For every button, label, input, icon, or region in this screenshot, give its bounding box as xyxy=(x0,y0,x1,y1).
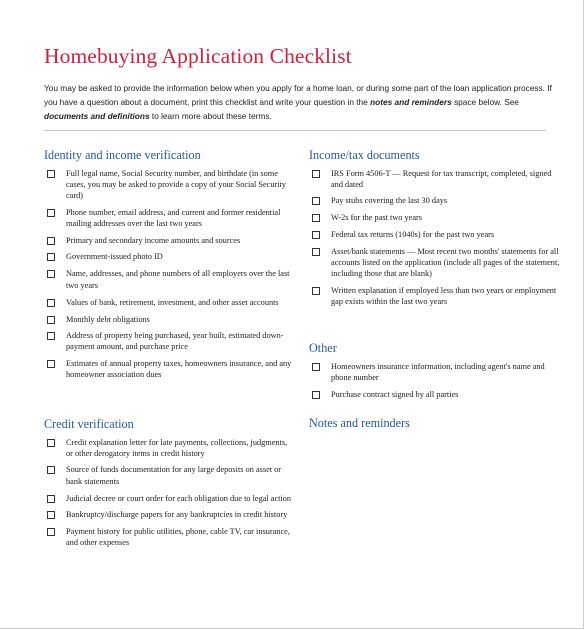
checklist-item xyxy=(311,361,561,383)
checklist-item xyxy=(311,389,561,400)
section-title-other: Other xyxy=(309,341,337,355)
checklist-item xyxy=(46,493,292,504)
checklist-item xyxy=(46,314,292,325)
checkbox[interactable] xyxy=(47,360,55,368)
checklist-item-label: Judicial decree or court order for each obligation due to legal action xyxy=(66,493,292,503)
checklist-item xyxy=(311,195,561,206)
checklist-item xyxy=(46,464,292,486)
income-tax-checklist xyxy=(311,168,561,307)
checkbox[interactable] xyxy=(47,299,55,307)
credit-checklist xyxy=(46,437,292,549)
checklist-item xyxy=(46,330,292,352)
checkbox[interactable] xyxy=(47,253,55,261)
checklist-item-label: Pay stubs covering the last 30 days xyxy=(331,196,448,206)
checklist-item-label: Monthly debt obligations xyxy=(66,315,150,325)
checklist-item-label: Values of bank, retirement, investment, and other asset accounts xyxy=(66,297,279,307)
checkbox[interactable] xyxy=(312,170,320,178)
checklist-item-label: Asset/bank statements — Most recent two months' statements for all accounts listed on the application (include all pages of the statement, including those that are blank) xyxy=(331,247,560,279)
checklist-item-label: Source of funds documentation for any large deposits on asset or bank statements xyxy=(66,465,282,486)
checklist-item xyxy=(46,509,292,520)
checklist-item xyxy=(46,268,292,290)
checkbox[interactable] xyxy=(312,231,320,239)
checkbox[interactable] xyxy=(312,248,320,256)
intro-emphasis-notes: notes and reminders xyxy=(370,97,452,107)
checklist-item-label: Primary and secondary income amounts and sources xyxy=(66,236,241,246)
checklist-item-label: Payment history for public utilities, phone, cable TV, car insurance, and other expenses xyxy=(66,527,290,548)
identity-checklist xyxy=(46,168,292,380)
checklist-item-label: Government-issued photo ID xyxy=(66,252,163,262)
checklist-item xyxy=(46,297,292,308)
checklist-item xyxy=(311,168,561,190)
other-checklist xyxy=(311,361,561,401)
checkbox[interactable] xyxy=(312,197,320,205)
checklist-item-label: Name, addresses, and phone numbers of all employers over the last two years xyxy=(66,269,290,290)
checklist-item-label: Phone number, email address, and current and former residential mailing addresses over the last two years xyxy=(66,207,281,228)
checkbox[interactable] xyxy=(312,214,320,222)
checklist-item-label: IRS Form 4506-T — Request for tax transcript, completed, signed and dated xyxy=(331,169,552,190)
checkbox[interactable] xyxy=(47,511,55,519)
section-title-credit: Credit verification xyxy=(44,417,134,431)
intro-text-2: space below. See xyxy=(451,97,520,107)
checklist-item-label: Credit explanation letter for late payments, collections, judgments, or other derogatory items in credit history xyxy=(66,438,288,459)
checklist-item xyxy=(46,235,292,246)
checkbox[interactable] xyxy=(47,466,55,474)
checklist-item-label: Federal tax returns (1040s) for the past two years xyxy=(331,229,495,239)
checkbox[interactable] xyxy=(47,270,55,278)
checklist-item xyxy=(46,168,292,202)
checklist-item xyxy=(46,526,292,548)
checkbox[interactable] xyxy=(47,316,55,324)
checklist-item xyxy=(311,246,561,280)
intro-paragraph xyxy=(44,81,554,123)
section-title-identity: Identity and income verification xyxy=(44,148,201,162)
checklist-item xyxy=(46,207,292,229)
intro-text-3: to learn more about these terms. xyxy=(149,111,272,121)
checklist-item xyxy=(46,251,292,262)
checkbox[interactable] xyxy=(47,495,55,503)
checklist-item-label: Written explanation if employed less than two years or employment gap exists within the last two years xyxy=(331,285,557,306)
page-title: Homebuying Application Checklist xyxy=(44,44,352,68)
intro-emphasis-documents: documents and definitions xyxy=(44,111,150,121)
checklist-item xyxy=(46,437,292,459)
checklist-item-label: Homeowners insurance information, including agent's name and phone number xyxy=(331,362,545,383)
checklist-item xyxy=(311,229,561,240)
section-title-notes: Notes and reminders xyxy=(309,416,410,430)
checklist-item xyxy=(311,285,561,307)
checklist-item-label: W-2s for the past two years xyxy=(331,212,423,222)
checkbox[interactable] xyxy=(312,363,320,371)
checklist-item-label: Bankruptcy/discharge papers for any bankruptcies in credit history xyxy=(66,510,288,520)
checklist-item-label: Address of property being purchased, year built, estimated down-payment amount, and purchase price xyxy=(66,331,284,352)
checklist-item xyxy=(311,212,561,223)
checkbox[interactable] xyxy=(47,170,55,178)
intro-text-1: You may be asked to provide the information below when you apply for a home loan, or during some part of the loan application process. If you have a question about a document, print this checklist and write your question in the xyxy=(44,83,552,107)
checkbox[interactable] xyxy=(47,237,55,245)
checklist-item-label: Estimates of annual property taxes, homeowners insurance, and any homeowner association dues xyxy=(66,358,292,379)
checkbox[interactable] xyxy=(47,332,55,340)
checkbox[interactable] xyxy=(47,209,55,217)
section-title-income-tax: Income/tax documents xyxy=(309,148,420,162)
checklist-item-label: Purchase contract signed by all parties xyxy=(331,390,459,400)
divider-rule xyxy=(44,130,546,131)
checklist-item-label: Full legal name, Social Security number, and birthdate (in some cases, you may be asked to provide a copy of your Social Security card) xyxy=(66,169,287,201)
checkbox[interactable] xyxy=(312,391,320,399)
checkbox[interactable] xyxy=(47,528,55,536)
checkbox[interactable] xyxy=(47,439,55,447)
checklist-item xyxy=(46,358,292,380)
checkbox[interactable] xyxy=(312,287,320,295)
